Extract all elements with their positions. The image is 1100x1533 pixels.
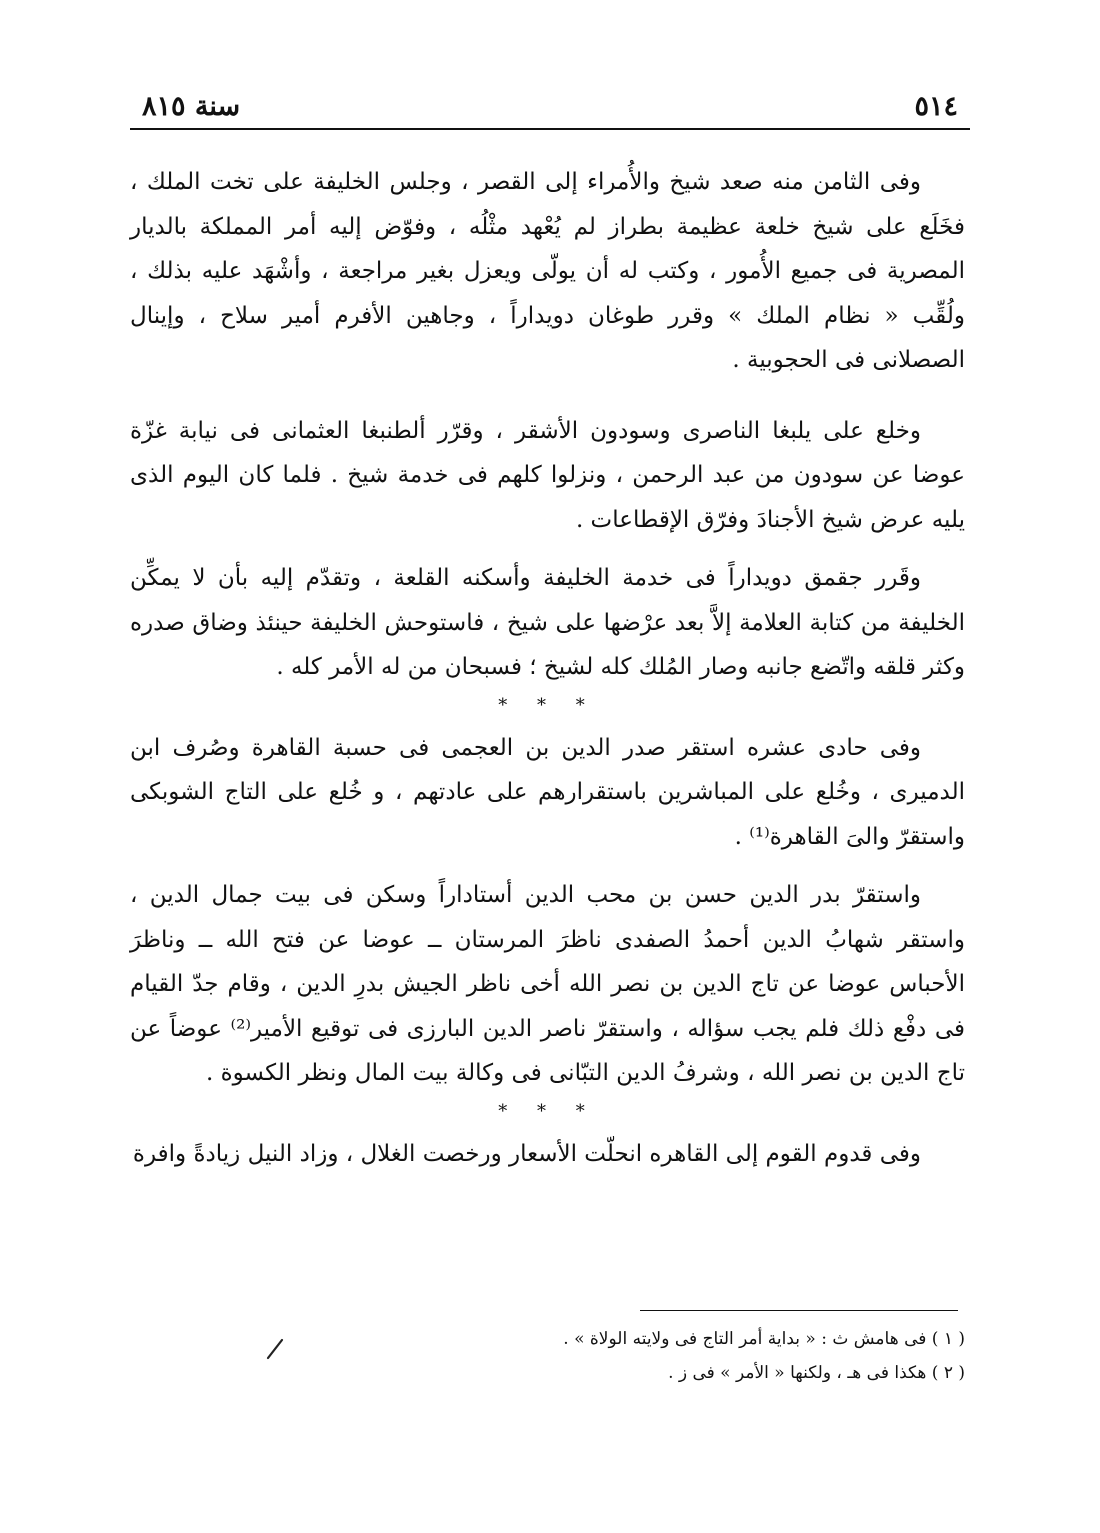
main-text: [130, 160, 965, 1176]
paragraph-4: وفى حادى عشره استقر صدر الدين بن العجمى فى حسبة القاهرة وصُرف ابن الدميرى ، وخُلع على المباشرين باستقرارهم على عادتهم ، و خُلع على التاج الشوبكى واستقرّ والىَ القاهرة⁽¹⁾ .: [130, 734, 965, 850]
pen-mark-icon: [262, 1336, 288, 1362]
paragraph-6: وفى قدوم القوم إلى القاهره انحلّت الأسعار ورخصت الغلال ، وزاد النيل زيادةً وافرة: [132, 1140, 921, 1167]
section-separator-1: * * *: [498, 694, 597, 716]
paragraph-2: وخلع على يلبغا الناصرى وسودون الأشقر ، وقرّر ألطنبغا العثمانى فى نيابة غزّة عوضا عن سودون من عبد الرحمن ، ونزلوا كلهم فى خدمة شيخ . فلما كان اليوم الذى يليه عرض شيخ الأجنادَ وفرّق الإقطاعات .: [130, 417, 965, 533]
paragraph-3: وقَرر جقمق دويداراً فى خدمة الخليفة وأسكنه القلعة ، وتقدّم إليه بأن لا يمكِّن الخليفة من كتابة العلامة إلاَّ بعد عرْضها على شيخ ، فاستوحش الخليفة حينئذ وضاق صدره وكثر قلقه واتّضع جانبه وصار المُلك كله لشيخ ؛ فسبحان من له الأمر كله .: [130, 565, 965, 680]
paragraph-5: واستقرّ بدر الدين حسن بن محب الدين أستاداراً وسكن فى بيت جمال الدين ، واستقر شهابُ الدين أحمدُ الصفدى ناظرَ المرستان ــ عوضا عن فتح الله ــ وناظرَ الأحباس عوضا عن تاج الدين بن نصر الله أخى ناظر الجيش بدرِ الدين ، وقام جدّ القيام فى دفْع ذلك فلم يجب سؤاله ، واستقرّ ناصر الدين البارزى فى توقيع الأمير⁽²⁾ عوضاً عن تاج الدين بن نصر الله ، وشرفُ الدين التبّانى فى وكالة بيت المال ونظر الكسوة .: [130, 882, 965, 1086]
footnotes: [460, 1322, 965, 1390]
footnote-rule: [640, 1310, 958, 1311]
section-separator-2: * * *: [498, 1100, 597, 1122]
footnote-1: ( ١ ) فى هامش ث : « بداية أمر التاج فى ولايته الولاة » .: [563, 1329, 965, 1349]
year-heading: سنة ٨١٥: [142, 91, 241, 122]
page-number: ٥١٤: [914, 91, 958, 122]
running-header: [130, 88, 970, 130]
paragraph-1: وفى الثامن منه صعد شيخ والأُمراء إلى القصر ، وجلس الخليفة على تخت الملك ، فخَلَع على شيخ خلعة عظيمة بطراز لم يُعْهد مثْلُه ، وفوّض إليه أمر المملكة بالديار المصرية فى جميع الأُمور ، وكتب له أن يولّى ويعزل بغير مراجعة ، وأشْهَد عليه بذلك ، ولُقِّب « نظام الملك » وقرر طوغان دويداراً ، وجاهين الأفرم أمير سلاح ، وإينال الصصلانى فى الحجوبية .: [130, 169, 965, 373]
footnote-2: ( ٢ ) هكذا فى هـ ، ولكنها « الأمر » فى ز .: [668, 1363, 965, 1383]
